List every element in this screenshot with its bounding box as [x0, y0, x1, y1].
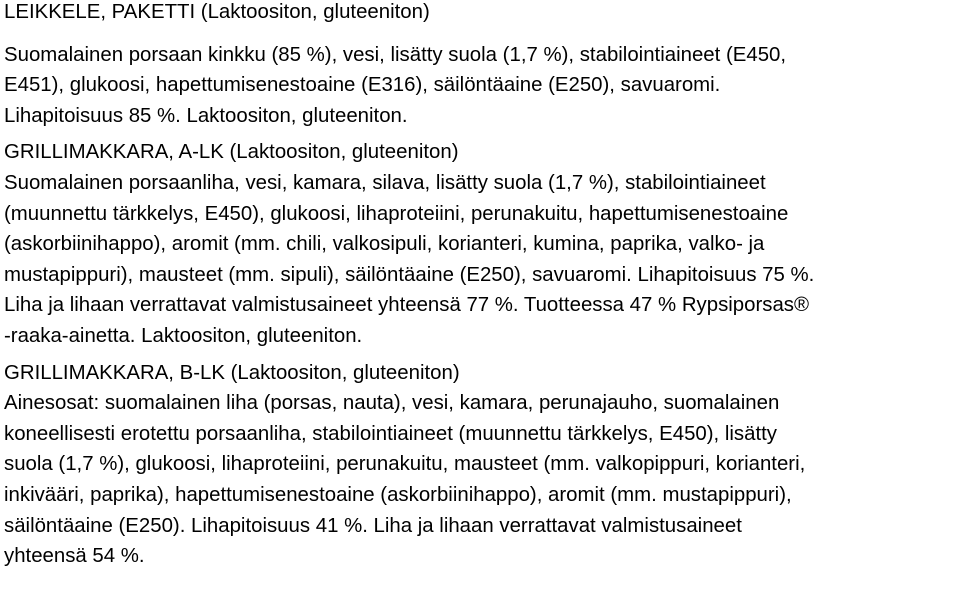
paragraph-line: mustapippuri), mausteet (mm. sipuli), säilöntäaine (E250), savuaromi. Lihapitoisuus 75 %. [4, 263, 815, 286]
paragraph-line: koneellisesti erotettu porsaanliha, stabilointiaineet (muunnettu tärkkelys, E450), lisätty [4, 422, 777, 445]
paragraph-line: Ainesosat: suomalainen liha (porsas, nauta), vesi, kamara, perunajauho, suomalainen [4, 392, 780, 415]
paragraph-line: -raaka-ainetta. Laktoositon, gluteeniton. [4, 324, 363, 347]
paragraph-line: suola (1,7 %), glukoosi, lihaproteiini, perunakuitu, mausteet (mm. valkopippuri, korianteri, [4, 453, 806, 476]
section-leikkele [4, 0, 958, 131]
paragraph-line: yhteensä 54 %. [4, 545, 145, 568]
product-ingredient-document [4, 0, 958, 572]
paragraph-line: (askorbiinihappo), aromit (mm. chili, valkosipuli, korianteri, kumina, paprika, valko- ja [4, 233, 765, 256]
paragraph-line: Liha ja lihaan verrattavat valmistusaineet yhteensä 77 %. Tuotteessa 47 % Rypsiporsas® [4, 294, 810, 317]
section-gap [4, 28, 958, 40]
paragraph-line: inkivääri, paprika), hapettumisenestoaine (askorbiinihappo), aromit (mm. mustapippuri), [4, 483, 792, 506]
paragraph-line: säilöntäaine (E250). Lihapitoisuus 41 %. Liha ja lihaan verrattavat valmistusaineet [4, 514, 742, 537]
section-heading: GRILLIMAKKARA, A-LK (Laktoositon, gluteeniton) [4, 141, 459, 164]
section-heading: LEIKKELE, PAKETTI (Laktoositon, gluteeniton) [4, 1, 430, 23]
section-grillimakkara-b [4, 358, 958, 572]
section-heading: GRILLIMAKKARA, B-LK (Laktoositon, gluteeniton) [4, 361, 460, 384]
paragraph-line: Suomalainen porsaanliha, vesi, kamara, silava, lisätty suola (1,7 %), stabilointiaineet [4, 171, 766, 194]
paragraph-line: (muunnettu tärkkelys, E450), glukoosi, lihaproteiini, perunakuitu, hapettumisenestoaine [4, 202, 789, 225]
paragraph-line: E451), glukoosi, hapettumisenestoaine (E316), säilöntäaine (E250), savuaromi. [4, 74, 721, 97]
paragraph-line: Lihapitoisuus 85 %. Laktoositon, gluteeniton. [4, 104, 408, 127]
paragraph-line: Suomalainen porsaan kinkku (85 %), vesi, lisätty suola (1,7 %), stabilointiaineet (E450, [4, 43, 787, 66]
section-grillimakkara-a [4, 137, 958, 351]
